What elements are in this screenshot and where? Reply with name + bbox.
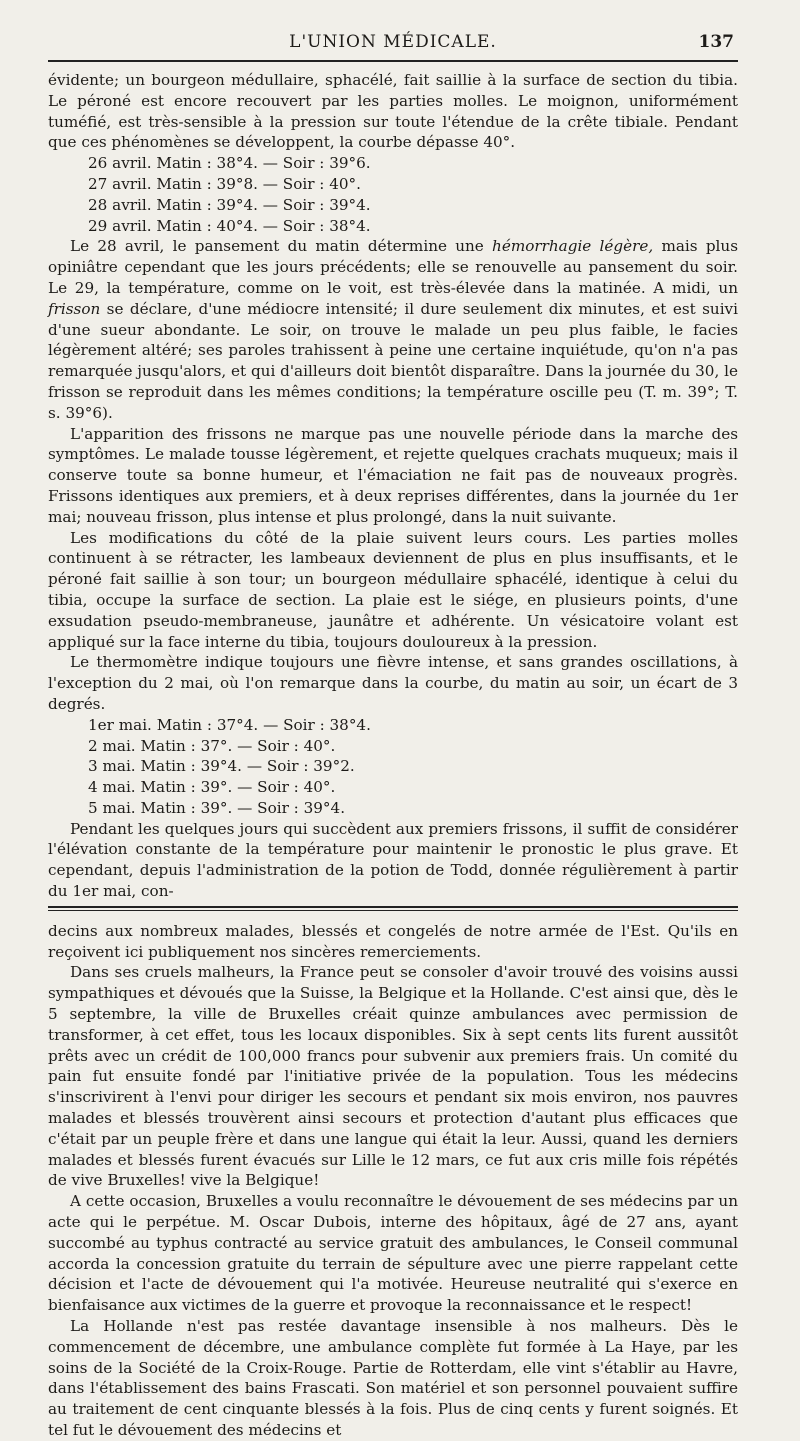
temperature-row: 4 mai. Matin : 39°. — Soir : 40°. xyxy=(88,778,336,797)
temperature-row: 28 avril. Matin : 39°4. — Soir : 39°4. xyxy=(88,195,371,214)
section-divider xyxy=(48,906,738,911)
paragraph-hemorrhage xyxy=(48,236,738,423)
lower-section xyxy=(48,921,738,1441)
temperature-row: 26 avril. Matin : 38°4. — Soir : 39°6. xyxy=(88,154,371,173)
paragraph-belgique: Dans ses cruels malheurs, la France peut se consoler d'avoir trouvé des voisins aussi sympathiques et dévoués que la Suisse, la Belgique et la Hollande. C'est ainsi que, dès le 5 septembre, la ville de Bruxelles créait quinze ambulances avec permission de transformer, à cet effet, tous les locaux disponibles. Six à sept cents lits furent aussitôt prêts avec un crédit de 100,000 francs pour subvenir aux premiers frais. Un comité du pain fut ensuite fondé par l'initiative privée de la population. Tous les médecins s'inscrivirent à l'envi pour diriger les secours et pendant six mois environ, nos pauvres malades et blessés trouvèrent ainsi secours et protection d'autant plus efficaces que c'était par un peuple frère et dans une langue qui était la leur. Aussi, quand les derniers malades et blessés furent évacués sur Lille le 12 mars, ce fut aux cris mille fois répétés de vive Bruxelles! vive la Belgique! xyxy=(48,963,738,1190)
paragraph-remerciements: decins aux nombreux malades, blessés et congelés de notre armée de l'Est. Qu'ils en reçoivent ici publiquement nos sincères remerciements. xyxy=(48,921,738,961)
text-run: se déclare, d'une médiocre intensité; il dure seulement dix minutes, et est suivi d'une sueur abondante. Le soir, on trouve le malade un peu plus faible, le facies légèrement altéré; ses paroles trahissent à peine une certaine inquiétude, qu'on n'a pas remarquée jusqu'alors, et qui d'ailleurs doit bientôt disparaître. Dans la journée du 30, le frisson se reproduit dans les mêmes conditions; la température oscille peu (T. m. 39°; T. s. 39°6). xyxy=(48,299,738,422)
text-run: Le 28 avril, le pansement du matin détermine une xyxy=(70,237,493,256)
upper-section xyxy=(48,70,738,902)
page-header xyxy=(48,30,738,56)
temperature-table-may xyxy=(48,715,738,819)
italic-term: frisson xyxy=(48,299,101,318)
temperature-table-april xyxy=(48,153,738,236)
paragraph-plaie: Les modifications du côté de la plaie suivent leurs cours. Les parties molles continuent à se rétracter, les lambeaux deviennent de plus en plus insuffisants, et le péroné fait saillie à son tour; un bourgeon médullaire sphacélé, identique à celui du tibia, occupe la surface de section. La plaie est le siége, en plusieurs points, d'une exsudation pseudo-membraneuse, jaunâtre et adhérente. Un vésicatoire volant est appliqué sur la face interne du tibia, toujours douloureux à la pression. xyxy=(48,528,738,651)
temperature-row: 27 avril. Matin : 39°8. — Soir : 40°. xyxy=(88,174,361,193)
temperature-row: 1er mai. Matin : 37°4. — Soir : 38°4. xyxy=(88,715,371,734)
italic-term: hémorrhagie légère, xyxy=(492,237,654,256)
header-rule xyxy=(48,60,738,62)
document-page xyxy=(48,30,738,1441)
paragraph-hollande: La Hollande n'est pas restée davantage insensible à nos malheurs. Dès le commencement de décembre, une ambulance complète fut formée à La Haye, par les soins de la Société de la Croix-Rouge. Partie de Rotterdam, elle vint s'établir au Havre, dans l'établissement des bains Frascati. Son matériel et son personnel pouvaient suffire au traitement de cent cinquante blessés à la fois. Plus de cinq cents y furent soignés. Et tel fut le dévouement des médecins et xyxy=(48,1317,738,1439)
temperature-row: 3 mai. Matin : 39°4. — Soir : 39°2. xyxy=(88,757,355,776)
intro-paragraph: évidente; un bourgeon médullaire, sphacélé, fait saillie à la surface de section du tibia. Le péroné est encore recouvert par les parties molles. Le moignon, uniformément tuméfié, est très-sensible à la pression sur toute l'étendue de la crête tibiale. Pendant que ces phénomènes se développent, la courbe dépasse 40°. xyxy=(48,71,738,152)
paragraph-bruxelles: A cette occasion, Bruxelles a voulu reconnaître le dévouement de ses médecins par un acte qui le perpétue. M. Oscar Dubois, interne des hôpitaux, âgé de 27 ans, ayant succombé au typhus contracté au service gratuit des ambulances, le Conseil communal accorda la concession gratuite du terrain de sépulture avec une pierre rappelant cette décision et l'acte de dévouement qui l'a motivée. Heureuse neutralité qui s'exerce en bienfaisance aux victimes de la guerre et provoque la reconnaissance et le respect! xyxy=(48,1192,738,1315)
running-title: L'UNION MÉDICALE. xyxy=(289,32,497,52)
temperature-row: 29 avril. Matin : 40°4. — Soir : 38°4. xyxy=(88,216,371,235)
temperature-row: 5 mai. Matin : 39°. — Soir : 39°4. xyxy=(88,798,346,817)
paragraph-frissons: L'apparition des frissons ne marque pas une nouvelle période dans la marche des symptômes. Le malade tousse légèrement, et rejette quelques crachats muqueux; mais il conserve toute sa bonne humeur, et l'émaciation ne fait pas de nouveaux progrès. Frissons identiques aux premiers, et à deux reprises différentes, dans la journée du 1er mai; nouveau frisson, plus intense et plus prolongé, dans la nuit suivante. xyxy=(48,424,738,526)
temperature-row: 2 mai. Matin : 37°. — Soir : 40°. xyxy=(88,736,336,755)
page-number: 137 xyxy=(698,32,734,52)
paragraph-pronostic: Pendant les quelques jours qui succèdent aux premiers frissons, il suffit de considérer l'élévation constante de la température pour maintenir le pronostic le plus grave. Et cependant, depuis l'administration de la potion de Todd, donnée régulièrement à partir du 1er mai, con- xyxy=(48,819,738,901)
text-run: mais plus opiniâtre cependant que les jours précédents; elle se renouvelle au pansement du soir. Le 29, la température, comme on le voit, est très-élevée dans la matinée. A midi, un xyxy=(48,237,738,297)
paragraph-thermometre: Le thermomètre indique toujours une fièvre intense, et sans grandes oscillations, à l'exception du 2 mai, où l'on remarque dans la courbe, du matin au soir, un écart de 3 degrés. xyxy=(48,653,738,713)
